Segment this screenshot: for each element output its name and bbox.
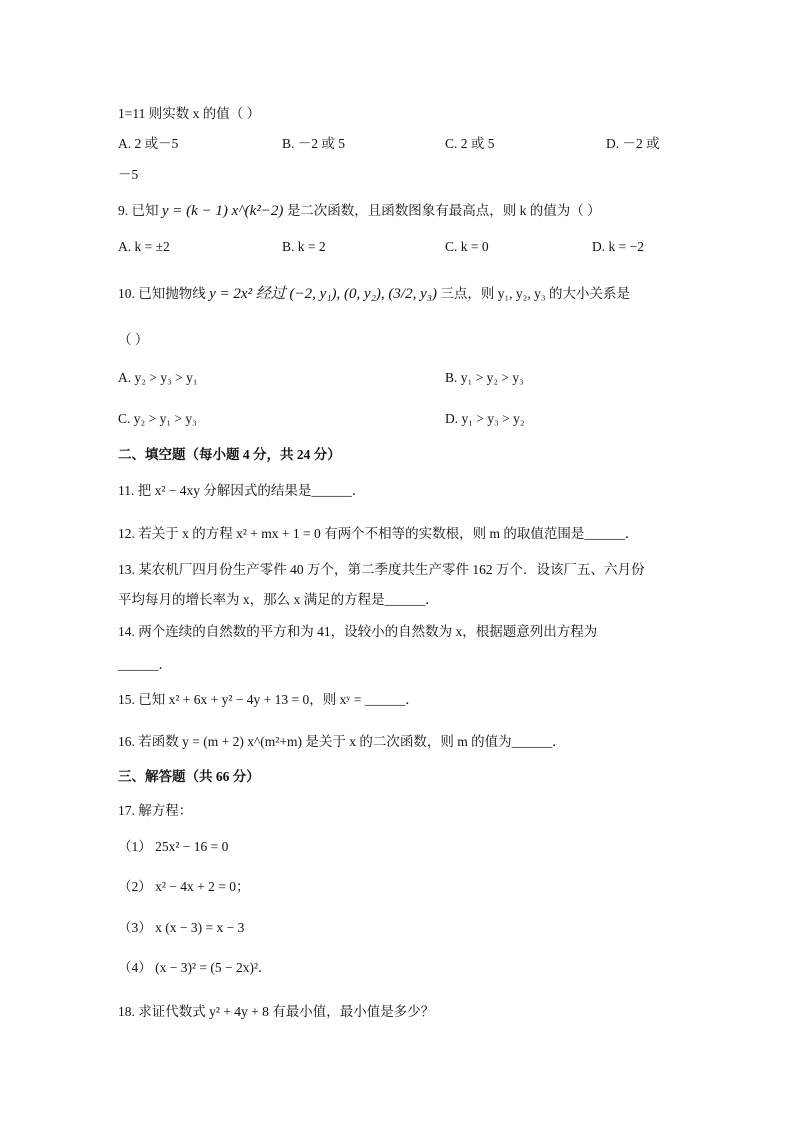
question-14-line-2: ______． [118, 657, 172, 672]
section-3-heading: 三、解答题（共 66 分） [118, 769, 260, 784]
q10-option-a: A. y₂ > y₃ > y₁ [118, 370, 198, 385]
question-13-line-2: 平均每月的增长率为 x，那么 x 满足的方程是______． [118, 592, 439, 607]
q9-formula: y = (k − 1) x^(k²−2) [161, 203, 284, 219]
q9-option-c: C. k = 0 [445, 239, 489, 254]
q10-option-c: C. y₂ > y₁ > y₃ [118, 411, 197, 426]
question-13-line-1: 13. 某农机厂四月份生产零件 40 万个，第二季度共生产零件 162 万个．设该厂五、六月份 [118, 562, 645, 577]
q17-item-3: （3） x (x − 3) = x − 3 [118, 920, 245, 935]
q10-option-b: B. y₁ > y₂ > y₃ [445, 370, 524, 385]
question-12: 12. 若关于 x 的方程 x² + mx + 1 = 0 有两个不相等的实数根，则 m 的取值范围是______． [118, 526, 639, 541]
q8-option-d: D. －2 或 [606, 136, 660, 151]
q8-option-b: B. －2 或 5 [282, 136, 346, 151]
q9-option-d: D. k = −2 [592, 239, 644, 254]
question-10 [118, 284, 630, 304]
q10-option-d: D. y₁ > y₃ > y₂ [445, 411, 525, 426]
question-16: 16. 若函数 y = (m + 2) x^(m²+m) 是关于 x 的二次函数，则 m 的值为______． [118, 734, 566, 749]
question-17: 17. 解方程： [118, 803, 193, 818]
section-2-heading: 二、填空题（每小题 4 分，共 24 分） [118, 447, 341, 462]
question-14-line-1: 14. 两个连续的自然数的平方和为 41，设较小的自然数为 x，根据题意列出方程为 [118, 624, 598, 639]
q10-formula: y = 2x² 经过 (−2, y₁), (0, y₂), (3/2, y₃) [209, 286, 437, 302]
q9-number: 9. [118, 203, 129, 218]
q10-suffix: 三点，则 y₁, y₂, y₃ 的大小关系是 [440, 286, 630, 301]
question-11: 11. 把 x² − 4xy 分解因式的结果是______． [118, 483, 366, 498]
q9-option-b: B. k = 2 [282, 239, 326, 254]
q8-tail: 1=11 则实数 x 的值（ ） [118, 106, 261, 121]
q9-suffix: 是二次函数，且函数图象有最高点，则 k 的值为（ ） [286, 203, 601, 218]
question-15: 15. 已知 x² + 6x + y² − 4y + 13 = 0，则 xʸ = ______． [118, 692, 419, 707]
question-9 [118, 201, 601, 221]
q17-item-4: （4） (x − 3)² = (5 − 2x)²． [118, 960, 272, 975]
q8-option-d-wrap: －5 [118, 167, 139, 182]
q10-answer-paren: （ ） [118, 332, 149, 347]
q8-option-a: A. 2 或－5 [118, 136, 179, 151]
q9-prefix: 已知 [131, 203, 159, 218]
q10-number: 10. [118, 286, 135, 301]
q17-item-1: （1） 25x² − 16 = 0 [118, 839, 229, 854]
q17-item-2: （2） x² − 4x + 2 = 0； [118, 879, 250, 894]
question-18: 18. 求证代数式 y² + 4y + 8 有最小值，最小值是多少？ [118, 1004, 435, 1019]
q8-option-c: C. 2 或 5 [445, 136, 495, 151]
q10-prefix: 已知抛物线 [138, 286, 206, 301]
q9-option-a: A. k = ±2 [118, 239, 170, 254]
